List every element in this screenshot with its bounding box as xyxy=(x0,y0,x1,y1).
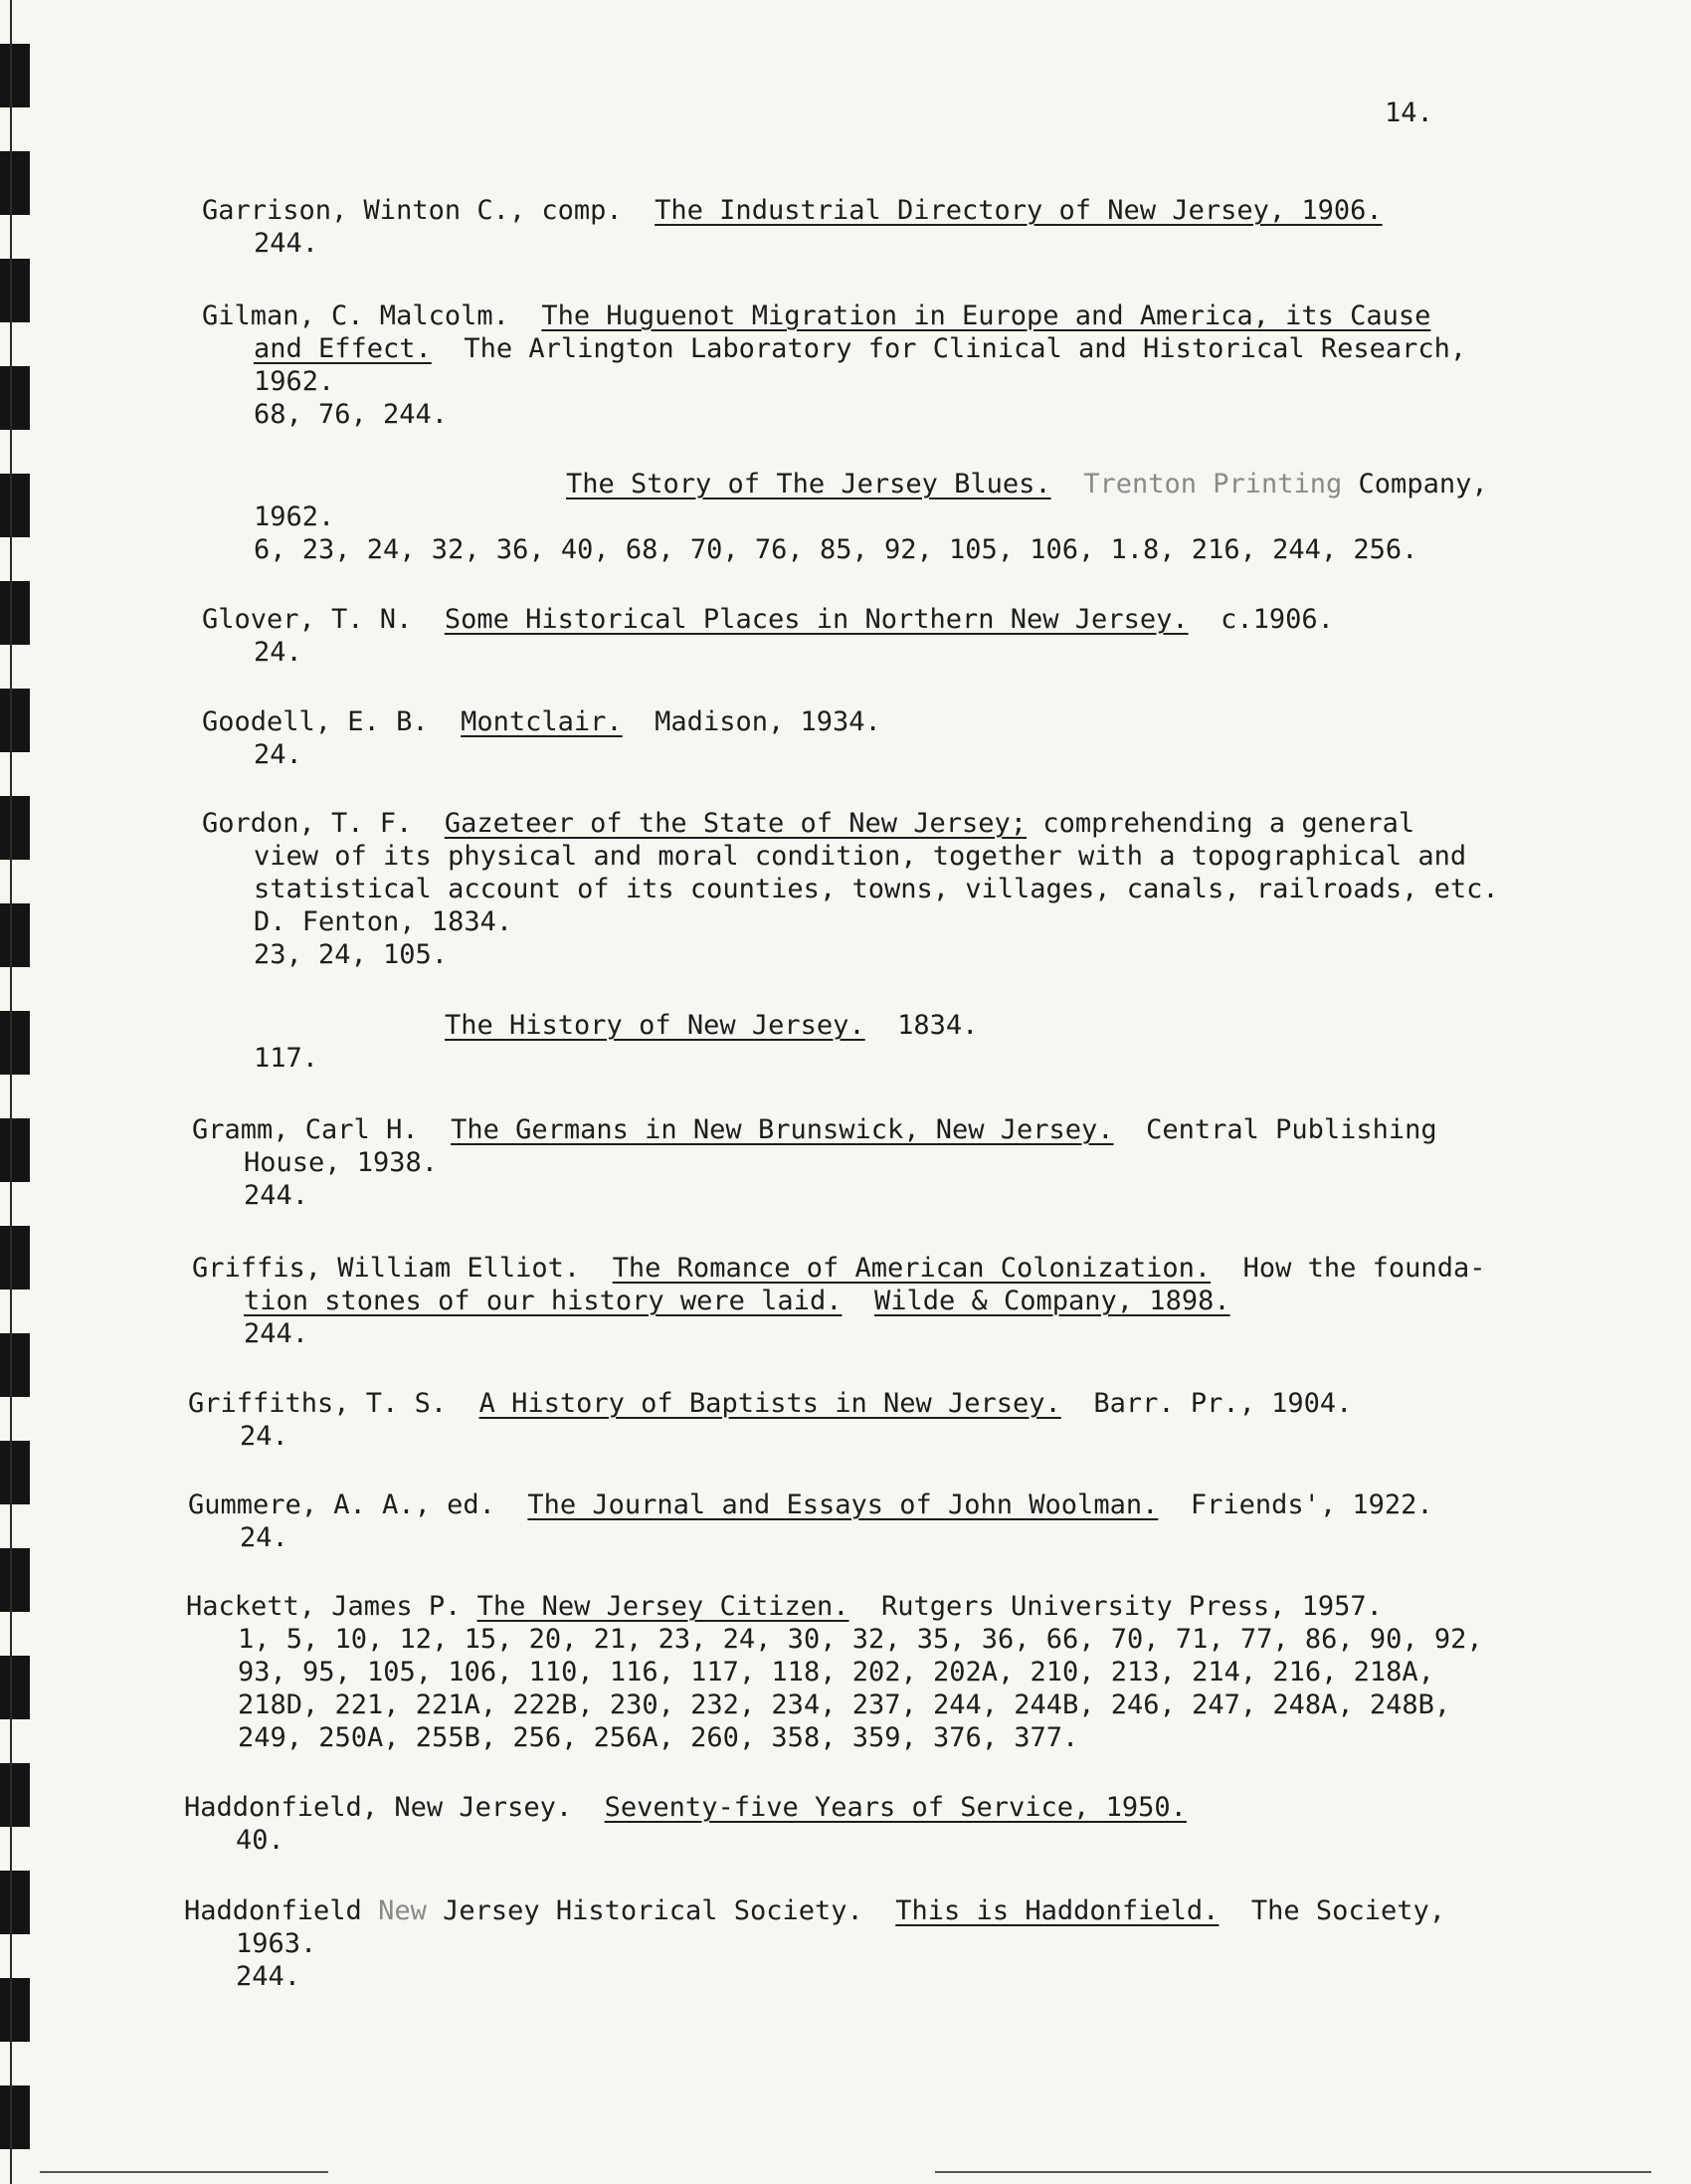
entry-publisher: Rutgers University Press, 1957. xyxy=(881,1591,1383,1622)
entry-publisher: The Arlington Laboratory for Clinical and Historical Research, xyxy=(464,333,1467,364)
entry-line xyxy=(186,1590,1483,1623)
entry-publisher: Wilde & Company, 1898. xyxy=(873,1286,1230,1316)
entry-author: Griffis, William Elliot. xyxy=(192,1253,581,1284)
entry-pages: 1, 5, 10, 12, 15, 20, 21, 23, 24, 30, 32, 35, 36, 66, 70, 71, 77, 86, 90, 92, xyxy=(238,1624,1483,1655)
entry-pages: 249, 250A, 255B, 256, 256A, 260, 358, 359, 376, 377. xyxy=(238,1722,1079,1753)
entry-pages: 68, 76, 244. xyxy=(254,399,449,430)
entry-pages: 93, 95, 105, 106, 110, 116, 117, 118, 202, 202A, 210, 213, 214, 216, 218A, xyxy=(238,1657,1434,1688)
entry-line xyxy=(184,1894,1445,1927)
entry-publisher: D. Fenton, 1834. xyxy=(254,906,513,937)
entry-line xyxy=(188,1489,1433,1521)
bibliography-entry xyxy=(188,1489,1433,1554)
entry-line xyxy=(202,807,1499,840)
entry-subtitle: view of its physical and moral condition, together with a topographical and xyxy=(254,841,1467,872)
entry-author-faint: New xyxy=(378,1895,427,1926)
entry-line xyxy=(192,1252,1485,1285)
entry-year: 1962. xyxy=(254,366,335,397)
entry-subtitle: statistical account of its counties, towns, villages, canals, railroads, etc. xyxy=(254,874,1499,904)
entry-title: A History of Baptists in New Jersey. xyxy=(478,1388,1061,1419)
bibliography-entry xyxy=(202,1009,978,1075)
entry-author: Gummere, A. A., ed. xyxy=(188,1489,495,1520)
entry-year: 1963. xyxy=(236,1928,317,1959)
bibliography-entry xyxy=(202,807,1499,971)
entry-author: Jersey Historical Society. xyxy=(443,1895,863,1926)
entry-publisher-faint: Trenton Printing xyxy=(1083,469,1343,499)
entry-line xyxy=(202,1009,978,1042)
entry-year: c.1906. xyxy=(1221,604,1334,635)
entry-author: Haddonfield xyxy=(184,1895,362,1926)
entry-line xyxy=(192,1113,1437,1146)
entry-author: Haddonfield, New Jersey. xyxy=(184,1792,573,1823)
entry-publisher: Madison, 1934. xyxy=(655,706,881,737)
entry-title: The Germans in New Brunswick, New Jersey. xyxy=(451,1114,1114,1145)
bibliography-entry xyxy=(202,705,881,771)
entry-title: The Story of The Jersey Blues. xyxy=(566,469,1051,499)
entry-publisher: The Society, xyxy=(1250,1895,1445,1926)
page-number: 14. xyxy=(1385,98,1433,128)
entry-author: Gilman, C. Malcolm. xyxy=(202,300,509,331)
entry-title: The New Jersey Citizen. xyxy=(476,1591,849,1622)
entry-subtitle: comprehending a general xyxy=(1042,808,1415,839)
entry-publisher: Central Publishing xyxy=(1146,1114,1437,1145)
entry-line xyxy=(202,603,1334,636)
entry-pages: 40. xyxy=(236,1825,284,1856)
entry-pages: 117. xyxy=(254,1043,319,1074)
entry-title: Seventy-five Years of Service, 1950. xyxy=(604,1792,1187,1823)
entry-title: and Effect. xyxy=(254,333,432,364)
entry-author: Goodell, E. B. xyxy=(202,706,429,737)
entry-title: Some Historical Places in Northern New Jersey. xyxy=(444,604,1189,635)
entry-author: Garrison, Winton C., comp. xyxy=(202,195,623,226)
entry-year: 1962. xyxy=(254,501,335,532)
entry-pages: 244. xyxy=(254,228,319,259)
entry-pages: 24. xyxy=(254,739,302,770)
entry-author: Glover, T. N. xyxy=(202,604,413,635)
entry-title: The Huguenot Migration in Europe and America, its Cause xyxy=(541,300,1431,331)
footer-rule xyxy=(40,2171,328,2173)
bibliography-entry xyxy=(192,1113,1437,1212)
entry-pages: 24. xyxy=(240,1421,288,1452)
entry-publisher: Friends', 1922. xyxy=(1190,1489,1433,1520)
entry-pages: 218D, 221, 221A, 222B, 230, 232, 234, 237, 244, 244B, 246, 247, 248A, 248B, xyxy=(238,1689,1451,1720)
entry-title: The Romance of American Colonization. xyxy=(612,1253,1212,1284)
entry-line xyxy=(192,1285,1485,1317)
entry-publisher: Barr. Pr., 1904. xyxy=(1093,1388,1353,1419)
entry-title: The Journal and Essays of John Woolman. xyxy=(527,1489,1159,1520)
entry-title: This is Haddonfield. xyxy=(895,1895,1220,1926)
bibliography-entry xyxy=(188,1387,1352,1453)
bibliography-entry xyxy=(202,468,1488,566)
entry-title: The History of New Jersey. xyxy=(445,1010,865,1041)
entry-subtitle: How the founda- xyxy=(1242,1253,1486,1284)
bibliography-entry xyxy=(186,1590,1483,1754)
entry-pages: 24. xyxy=(254,637,302,668)
entry-line xyxy=(202,332,1466,365)
entry-line xyxy=(184,1791,1187,1824)
entry-publisher: Company, xyxy=(1358,469,1488,499)
entry-title: Gazeteer of the State of New Jersey; xyxy=(444,808,1028,839)
entry-subtitle: tion stones of our history were laid. xyxy=(244,1286,843,1316)
entry-title: The Industrial Directory of New Jersey, 1906. xyxy=(655,195,1383,226)
bibliography-entry xyxy=(192,1252,1485,1350)
entry-title: Montclair. xyxy=(461,706,623,737)
entry-publisher: House, 1938. xyxy=(244,1147,439,1178)
entry-pages: 244. xyxy=(244,1180,309,1211)
bibliography-entry xyxy=(202,299,1466,431)
entry-author: Hackett, James P. xyxy=(186,1591,462,1622)
entry-author: Gramm, Carl H. xyxy=(192,1114,419,1145)
entry-author: Griffiths, T. S. xyxy=(188,1388,448,1419)
bibliography-entry xyxy=(202,194,1383,260)
entry-pages: 244. xyxy=(236,1961,301,1992)
entry-line xyxy=(188,1387,1352,1420)
entry-line xyxy=(202,299,1466,332)
entry-pages: 23, 24, 105. xyxy=(254,939,449,970)
entry-pages: 6, 23, 24, 32, 36, 40, 68, 70, 76, 85, 92, 105, 106, 1.8, 216, 244, 256. xyxy=(254,534,1418,565)
footer-rule xyxy=(935,2171,1651,2173)
bibliography-entry xyxy=(184,1894,1445,1993)
entry-pages: 244. xyxy=(244,1318,309,1349)
entry-line xyxy=(202,468,1488,500)
spiral-binding xyxy=(0,0,30,2184)
entry-line xyxy=(202,194,1383,227)
bibliography-entry xyxy=(184,1791,1187,1857)
entry-line xyxy=(202,705,881,738)
entry-year: 1834. xyxy=(897,1010,979,1041)
binding-edge xyxy=(10,0,12,2184)
entry-author: Gordon, T. F. xyxy=(202,808,413,839)
bibliography-entry xyxy=(202,603,1334,669)
entry-pages: 24. xyxy=(240,1522,288,1553)
